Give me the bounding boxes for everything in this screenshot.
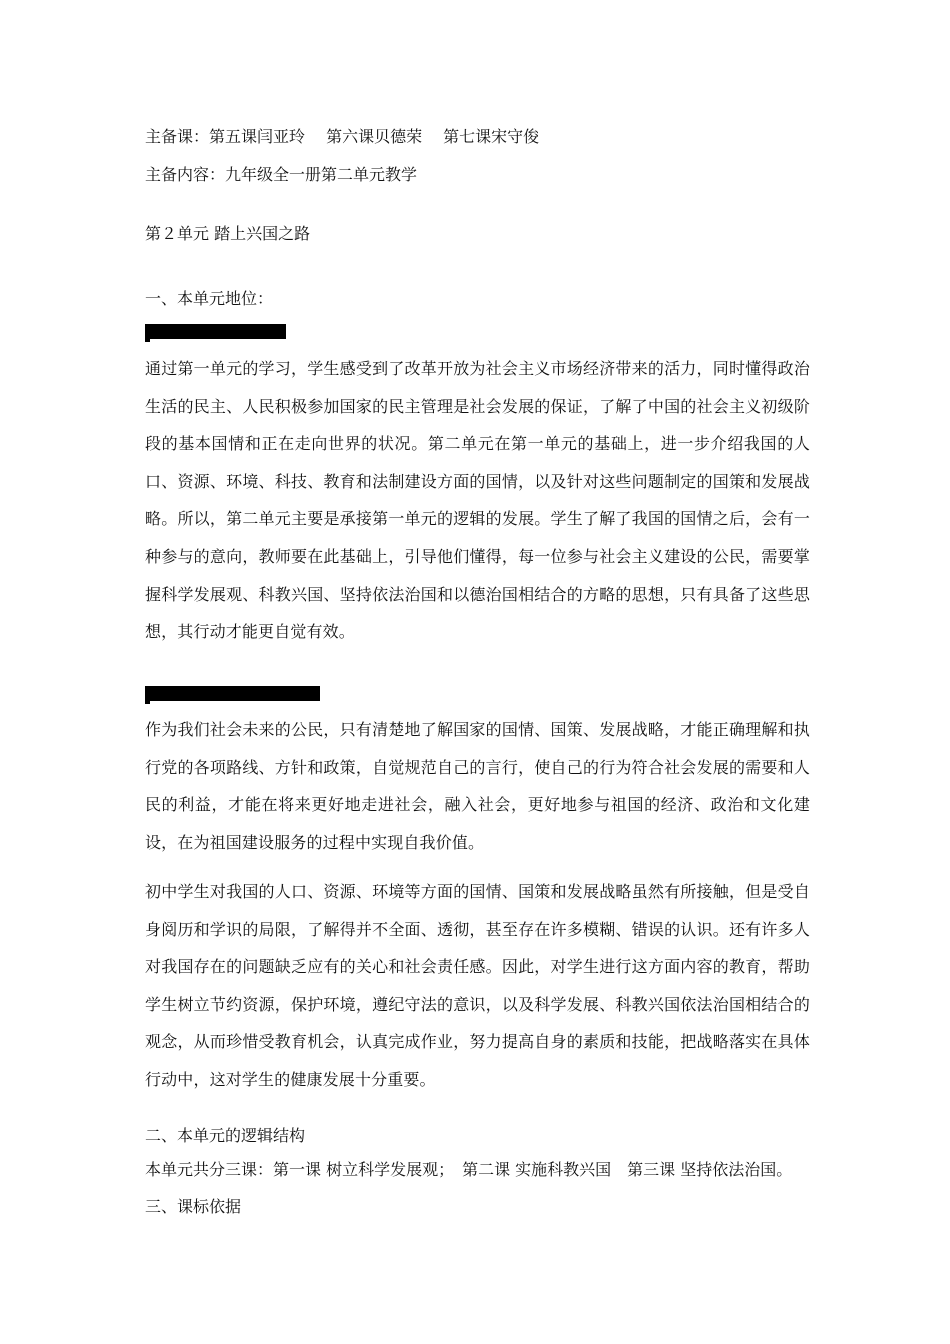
lead-content-line: 主备内容：九年级全一册第二单元教学	[145, 165, 418, 184]
logic-structure-body: 本单元共分三课：第一课 树立科学发展观； 第二课 实施科教兴国 第三课 坚持依法治国。	[145, 1160, 793, 1179]
unit-title: 第２单元 踏上兴国之路	[145, 224, 311, 243]
redacted-subheading-1	[145, 324, 286, 339]
redacted-subheading-2	[145, 686, 320, 701]
lead-teachers-line: 主备课：第五课闫亚玲 第六课贝德荣 第七课宋守俊	[145, 127, 540, 146]
paragraph-student-situation: 初中学生对我国的人口、资源、环境等方面的国情、国策和发展战略虽然有所接触，但是受自身阅历和学识的局限，了解得并不全面、透彻，甚至存在许多模糊、错误的认识。还有许多人对我国存在的问题缺乏应有的关心和社会责任感。因此，对学生进行这方面内容的教育，帮助学生树立节约资源，保护环境，遵纪守法的意识，以及科学发展、科教兴国依法治国相结合的观念，从而珍惜受教育机会，认真完成作业，努力提高自身的素质和技能，把战略落实在具体行动中，这对学生的健康发展十分重要。	[145, 882, 810, 1089]
section-heading-curriculum-basis: 三、课标依据	[145, 1197, 242, 1216]
paragraph-unit-position: 通过第一单元的学习，学生感受到了改革开放为社会主义市场经济带来的活力，同时懂得政治生活的民主、人民积极参加国家的民主管理是社会发展的保证，了解了中国的社会主义初级阶段的基本国情和正在走向世界的状况。第二单元在第一单元的基础上，进一步介绍我国的人口、资源、环境、科技、教育和法制建设方面的国情，以及针对这些问题制定的国策和发展战略。所以，第二单元主要是承接第一单元的逻辑的发展。学生了解了我国的国情之后，会有一种参与的意向，教师要在此基础上，引导他们懂得，每一位参与社会主义建设的公民，需要掌握科学发展观、科教兴国、坚持依法治国和以德治国相结合的方略的思想，只有具备了这些思想，其行动才能更自觉有效。	[145, 359, 810, 642]
section-heading-unit-position: 一、本单元地位：	[145, 289, 274, 308]
section-heading-logic-structure: 二、本单元的逻辑结构	[145, 1126, 306, 1145]
paragraph-citizen-role: 作为我们社会未来的公民，只有清楚地了解国家的国情、国策、发展战略，才能正确理解和执行党的各项路线、方针和政策，自觉规范自己的言行，使自己的行为符合社会发展的需要和人民的利益，才能在将来更好地走进社会，融入社会，更好地参与祖国的经济、政治和文化建设，在为祖国建设服务的过程中实现自我价值。	[145, 720, 810, 852]
